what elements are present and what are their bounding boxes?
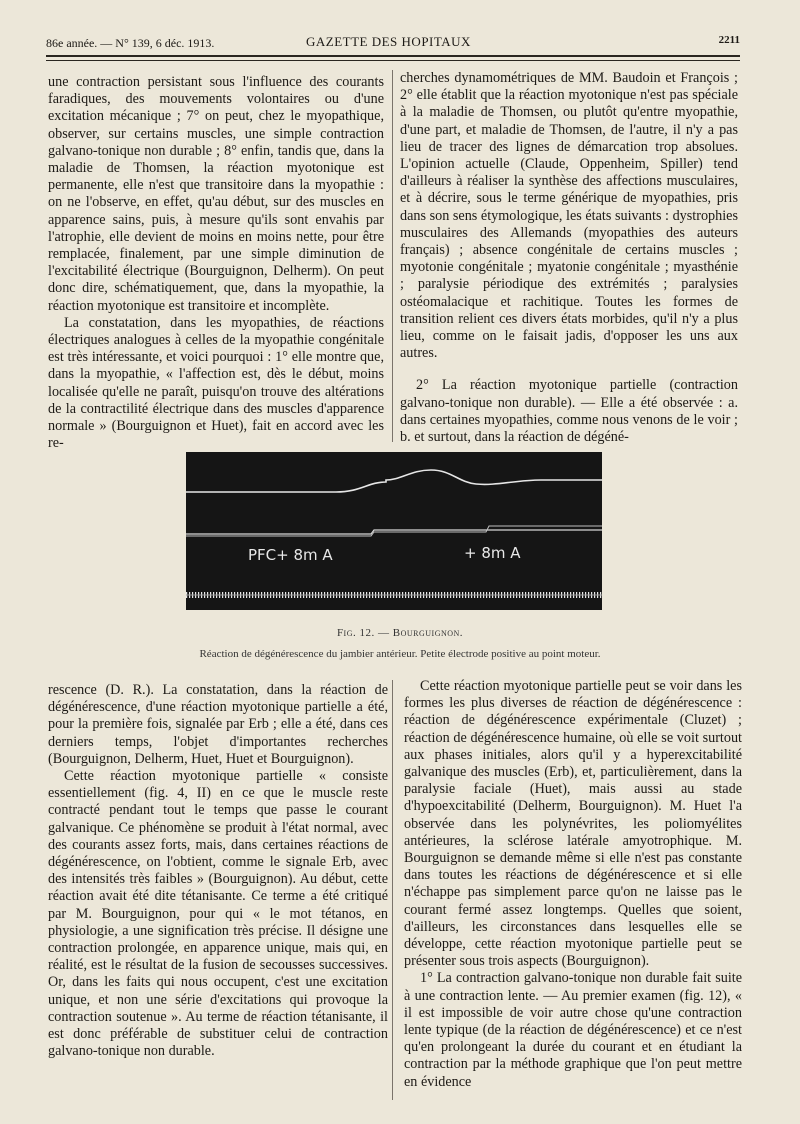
myogram-trace bbox=[186, 452, 602, 610]
column-bottom-right bbox=[404, 678, 742, 1091]
header-rule-thin bbox=[46, 60, 740, 61]
paragraph: rescence (D. R.). La constatation, dans la réaction de dégénérescence, d'une réaction myotonique partielle a été, pour la première fois, signalée par Erb ; elle a été, dans ces derniers temps, l'objet d'importantes recherches (Bourguignon, Delherm, Huet, Huet et Bourguignon). bbox=[48, 682, 388, 767]
paragraph: 2° La réaction myotonique partielle (contraction galvano-tonique non durable). — Elle a été observée : a. dans certaines myopathies, comme nous venons de le voir ; b. et surtout, dans la réaction de dégéné- bbox=[400, 377, 738, 446]
paragraph: La constatation, dans les myopathies, de réactions électriques analogues à celles de la myopathie congénitale est très intéressante, et voici pourquoi : 1° elle montre que, dans la myopathie, « l'affection est, dès le début, moins localisée qu'elle ne paraît, puisqu'on trouve des altérations de la contractilité électrique dans des muscles d'apparence normale » (Bourguignon et Huet), fait en accord avec les re- bbox=[48, 314, 384, 452]
figure-caption-text: Réaction de dégénérescence du jambier antérieur. Petite électrode positive au point moteur. bbox=[199, 648, 601, 660]
paragraph: cherches dynamométriques de MM. Baudoin et François ; 2° elle établit que la réaction myotonique n'est pas spéciale à la maladie de Thomsen, ou plutôt qu'entre myopathie, d'une part, et maladie de Thomsen, de l'autre, il n'y a pas lieu de tracer des lignes de démarcation trop absolues. L'opinion actuelle (Claude, Oppenheim, Spiller) tend d'ailleurs à réaliser la synthèse des affections musculaires, et à décrire, sous le terme générique de myopathies, pris dans son sens étymologique, les états suivants : dystrophies musculaires des Allemands (myopathies des auteurs français) ; absence congénitale de certains muscles ; myotonie congénitale ; myatonie congénitale ; myasthénie ; paralysie périodique des extrémités ; paralysies ostéomalacique et rachitique. Toutes les formes de transition relient ces divers états morbides, qu'il n'y a plus lieu, comme on le faisait jadis, d'opposer les uns aux autres. bbox=[400, 70, 738, 362]
trace-label-left: PFC+ 8m A bbox=[248, 546, 333, 564]
column-divider bbox=[392, 70, 393, 442]
header-rule-thick bbox=[46, 55, 740, 57]
column-bottom-left bbox=[48, 682, 388, 1060]
column-top-left bbox=[48, 74, 384, 452]
figure-caption-title: Fig. 12. — Bourguignon. bbox=[336, 627, 464, 639]
page-number: 2211 bbox=[718, 34, 740, 46]
journal-title: GAZETTE DES HOPITAUX bbox=[306, 34, 471, 49]
issue-info: 86e année. — N° 139, 6 déc. 1913. bbox=[46, 36, 215, 50]
page-header bbox=[46, 34, 740, 56]
figure-graph bbox=[186, 452, 602, 610]
paragraph: 1° La contraction galvano-tonique non durable fait suite à une contraction lente. — Au premier examen (fig. 12), « il est impossible de voir autre chose qu'une contraction lente typique (de la réaction de dégénérescence) et ce n'est qu'en prolongeant la durée du courant et en étudiant la contraction par la méthode graphique que l'on peut mettre en évidence bbox=[404, 970, 742, 1090]
paragraph: une contraction persistant sous l'influence des courants faradiques, des mouvements volontaires ou d'une excitation mécanique ; 7° on peut, chez le myopathique, observer, sur certains muscles, une simple contraction galvano-tonique non durable ; 8° enfin, tandis que, dans la maladie de Thomsen, la réaction myotonique est permanente, elle n'est que transitoire dans la myopathie : on ne l'observe, en effet, qu'au début, sur des muscles en apparence sains, puis, à mesure qu'ils sont envahis par l'atrophie, elle devient de moins en moins nette, pour être remplacée, finalement, par une simple diminution de l'excitabilité électrique (Bourguignon, Delherm). On peut donc dire, schématiquement, que, dans la myopathie, la réaction myotonique est transitoire et incomplète. bbox=[48, 74, 384, 314]
column-divider bbox=[392, 680, 393, 1100]
trace-label-right: + 8m A bbox=[464, 544, 521, 562]
column-top-right bbox=[400, 70, 738, 446]
paragraph: Cette réaction myotonique partielle « consiste essentiellement (fig. 4, II) en ce que le muscle reste contracté pendant tout le temps que passe le courant galvanique. Ce phénomène se produit à l'état normal, avec des courants assez forts, mais, dans certaines réactions de dégénérescence, on l'obtient, comme le signale Erb, avec des intensités très faibles » (Bourguignon). Au début, cette réaction avait été dite tétanisante. Ce terme a été critiqué par M. Bourguignon, pour qui « le mot tétanos, en physiologie, a une signification très précise. Il désigne une contraction prolongée, en apparence unique, mais qui, en réalité, est le résultat de la fusion de secousses successives. Or, dans les faits qui nous occupent, c'est une excitation unique, et non une série d'excitations qui provoque la contraction soutenue ». Au terme de réaction tétanisante, il est donc préférable de substituer celui de contraction galvano-tonique non durable. bbox=[48, 768, 388, 1060]
paragraph: Cette réaction myotonique partielle peut se voir dans les formes les plus diverses de réaction de dégénérescence : réaction de dégénérescence expérimentale (Cluzet) ; réaction de dégénérescence humaine, où elle se voit surtout aux phases initiales, alors qu'il y a hyperexcitabilité galvanique des muscles (Erb), et, particulièrement, dans la paralysie faciale (Huet), mais aussi au stade d'hypoexcitabilité (Delherm, Bourguignon). M. Huet l'a observée dans les polynévrites, les poliomyélites antérieures, la sclérose latérale amyotrophique. M. Bourguignon se demande même si elle n'est pas constante dans toutes les réactions de dégénérescence et si elle n'échappe pas simplement parce qu'on ne laisse pas le courant fermé assez longtemps. Quelles que soient, d'ailleurs, les circonstances dans lesquelles elle se développe, cette réaction myotonique partielle peut se présenter sous trois aspects (Bourguignon). bbox=[404, 678, 742, 970]
